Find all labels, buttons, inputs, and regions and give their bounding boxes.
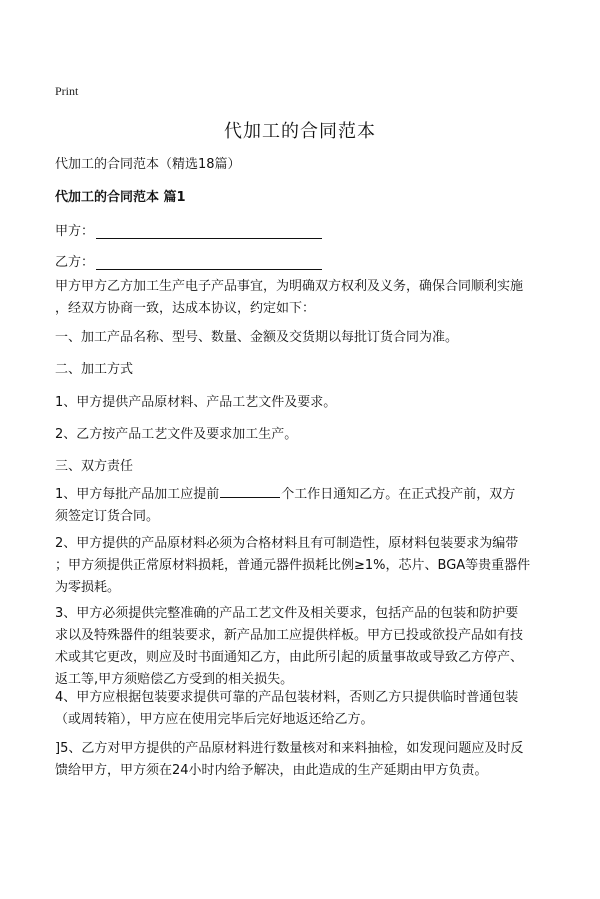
party-b-blank bbox=[96, 255, 322, 270]
party-a-blank bbox=[96, 224, 322, 239]
clause-2-2: 2、乙方按产品工艺文件及要求加工生产。 bbox=[55, 427, 298, 442]
document-subtitle: 代加工的合同范本（精选18篇） bbox=[55, 157, 241, 172]
clause-3-2: 2、甲方提供的产品原材料必须为合格材料且有可制造性，原材料包装要求为编带 ；甲方须提供正常原材料损耗，普通元器件损耗比例≥1%，芯片、BGA等贵重器件 为零损耗。 bbox=[55, 536, 531, 595]
party-a-line bbox=[55, 220, 322, 239]
clause-2-1: 1、甲方提供产品原材料、产品工艺文件及要求。 bbox=[55, 395, 337, 410]
print-label[interactable]: Print bbox=[55, 84, 79, 98]
clause-3-4: 4、甲方应根据包装要求提供可靠的产品包装材料，否则乙方只提供临时普通包装 （或周转箱），甲方应在使用完毕后完好地返还给乙方。 bbox=[55, 690, 519, 727]
clause-3-3: 3、甲方必须提供完整准确的产品工艺文件及相关要求，包括产品的包装和防护要 求以及特殊器件的组装要求，新产品加工应提供样板。甲方已投或欲投产品如有技 术或其它更改，则应及时书面通知乙方，由此所引起的质量事故或导致乙方停产、 返工等,甲方须赔偿乙方受到的相关损失。 bbox=[55, 606, 524, 687]
clause-3-1: 1、甲方每批产品加工应提前 个工作日通知乙方。在正式投产前，双方 须签定订货合同。 bbox=[55, 484, 555, 528]
clause-2-title: 二、加工方式 bbox=[55, 362, 134, 377]
clause-1: 一、加工产品名称、型号、数量、金额及交货期以每批订货合同为准。 bbox=[55, 330, 459, 345]
party-b-line bbox=[55, 251, 322, 270]
page-title: 代加工的合同范本 bbox=[224, 121, 376, 142]
intro-paragraph: 甲方甲方乙方加工生产电子产品事宜，为明确双方权利及义务，确保合同顺利实施 ，经双方协商一致，达成本协议，约定如下： bbox=[55, 279, 524, 316]
notice-days-blank bbox=[220, 484, 280, 498]
section-title: 代加工的合同范本 篇1 bbox=[55, 190, 186, 205]
party-a-label: 甲方： bbox=[55, 224, 95, 239]
party-b-label: 乙方： bbox=[55, 255, 95, 270]
clause-3-title: 三、双方责任 bbox=[55, 459, 134, 474]
clause-3-5: ]5、乙方对甲方提供的产品原材料进行数量核对和来料抽检，如发现问题应及时反 馈给甲方，甲方须在24小时内给予解决，由此造成的生产延期由甲方负责。 bbox=[55, 741, 524, 778]
